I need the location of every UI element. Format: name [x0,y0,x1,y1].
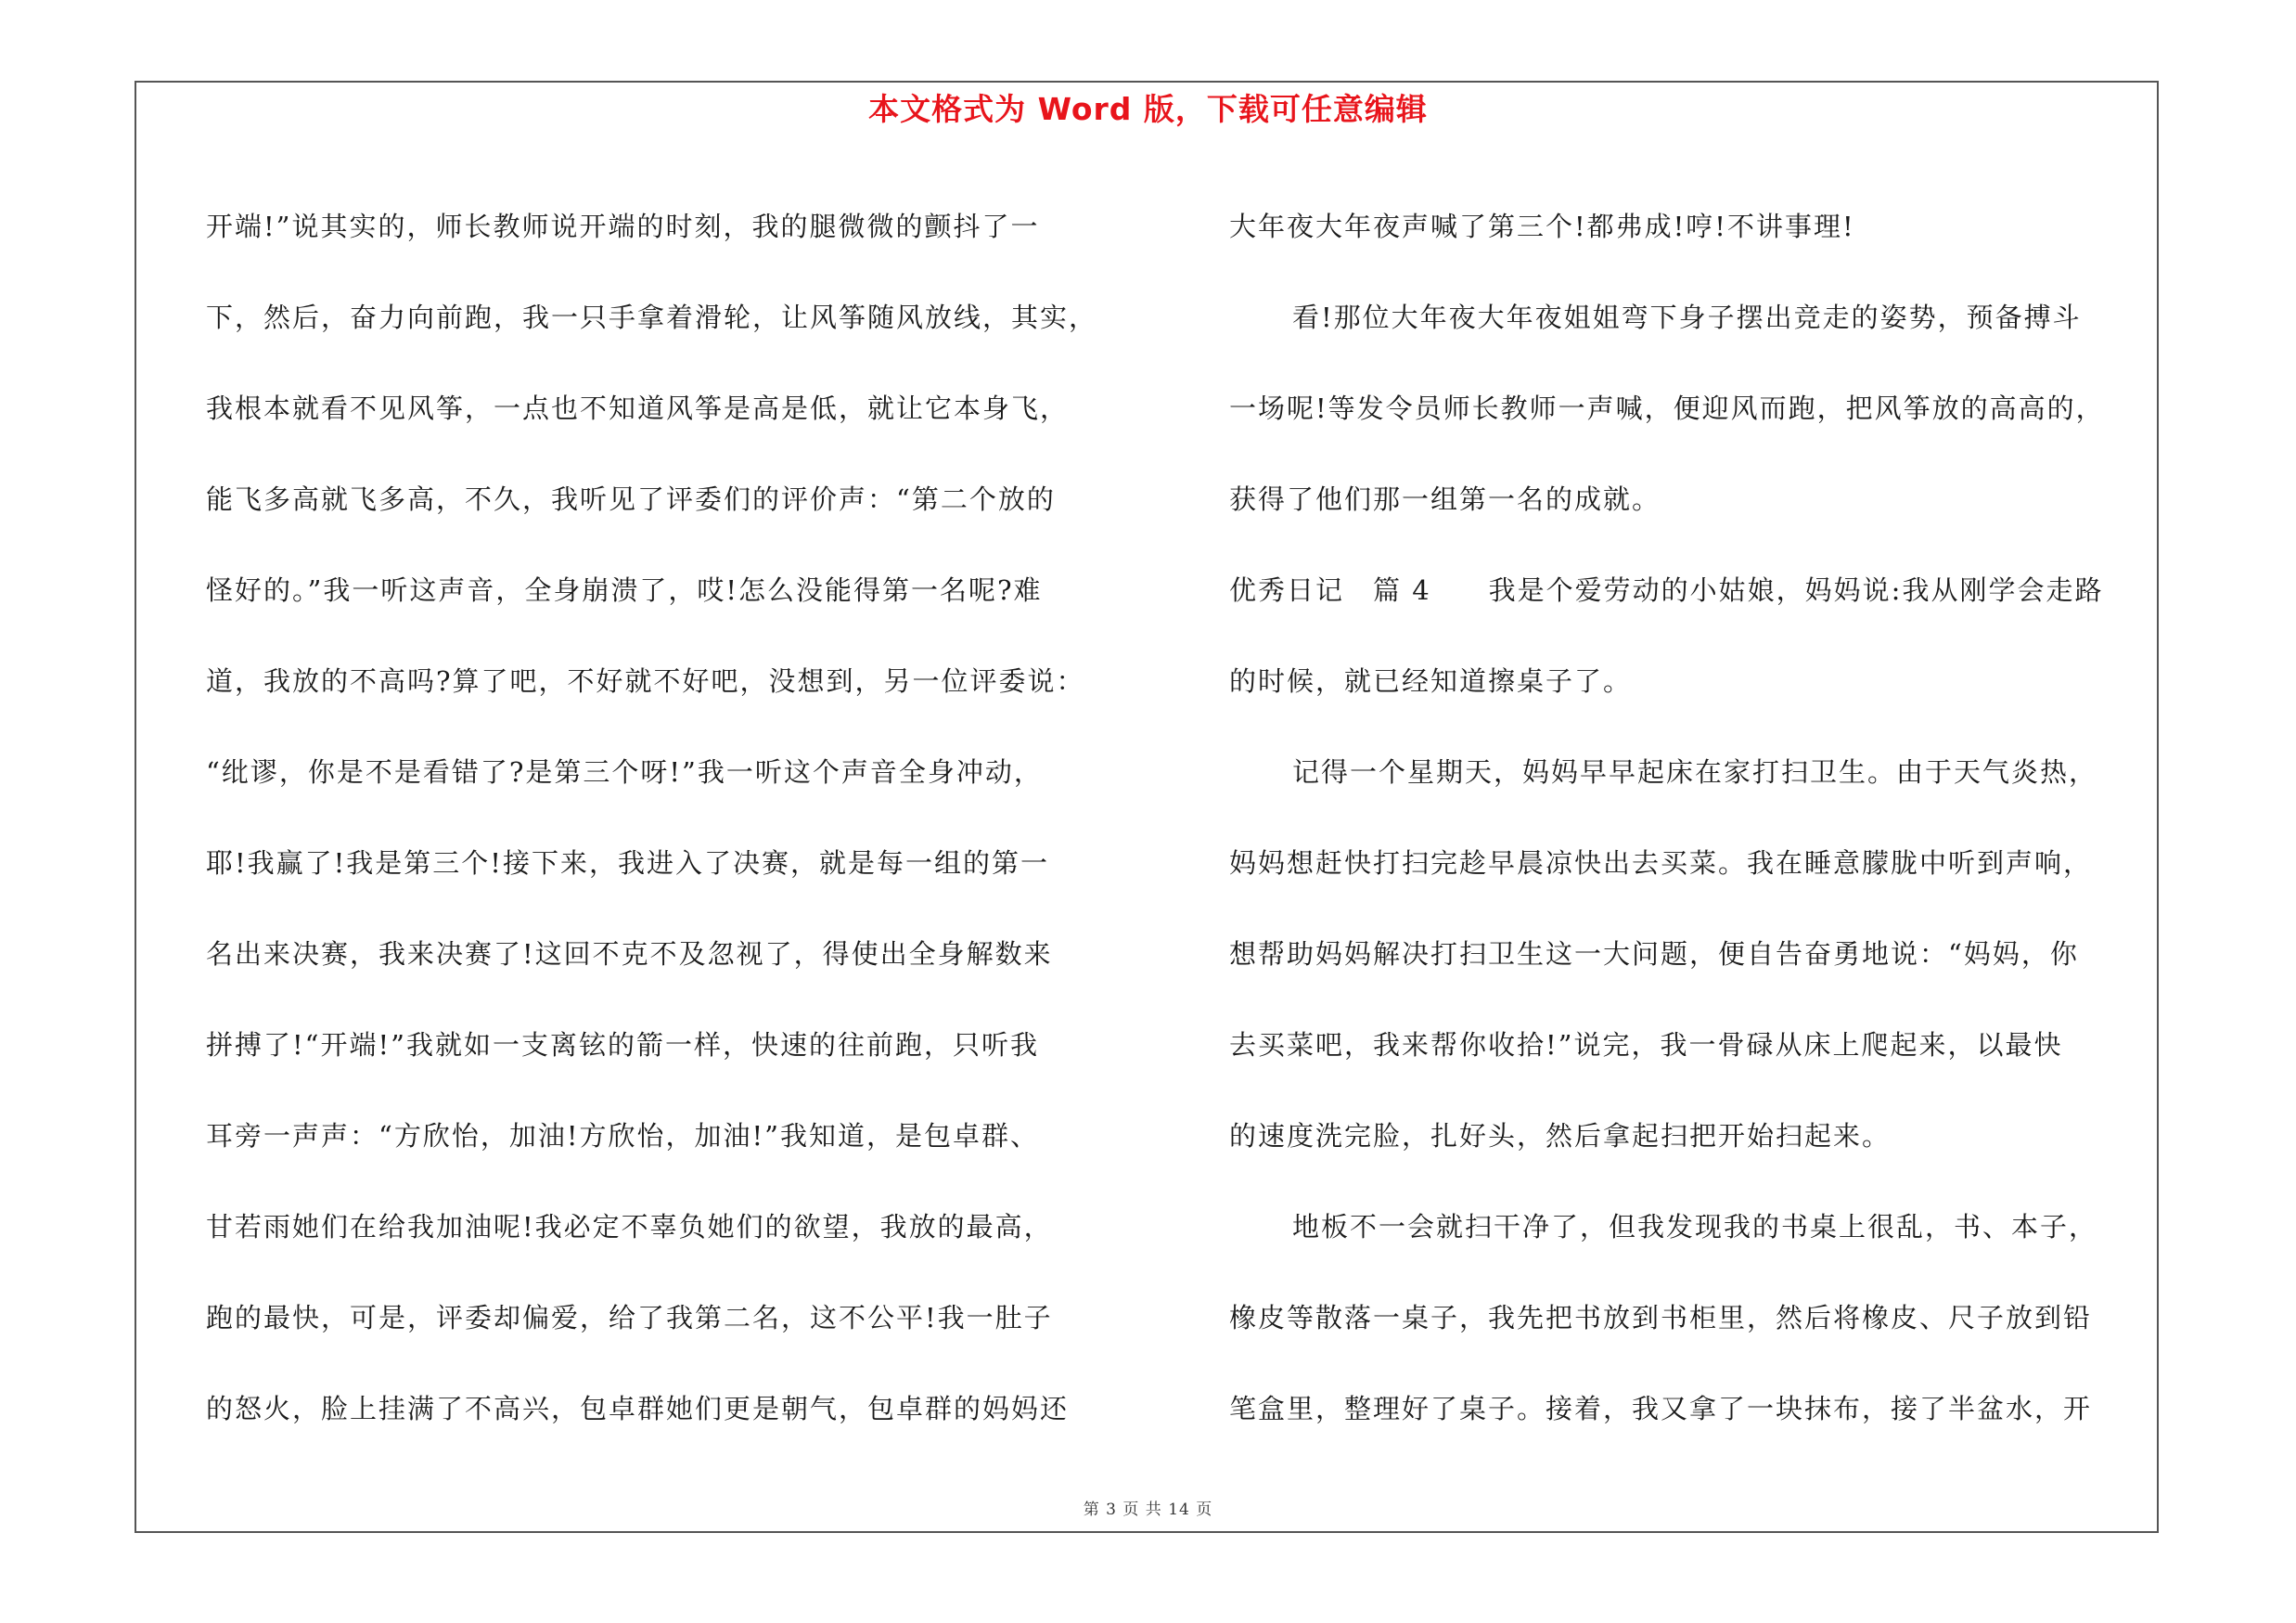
text-line: 去买菜吧，我来帮你收拾!”说完，我一骨碌从床上爬起来，以最快 [1229,1029,2063,1061]
text-line: 大年夜大年夜声喊了第三个!都弗成!哼!不讲事理! [1229,211,1855,242]
text-line: 笔盒里，整理好了桌子。接着，我又拿了一块抹布，接了半盆水，开 [1229,1393,2093,1424]
text-line: 道，我放的不高吗?算了吧，不好就不好吧，没想到，另一位评委说： [206,665,1085,697]
text-line: 开端!”说其实的，师长教师说开端的时刻，我的腿微微的颤抖了一 [206,211,1040,242]
text-line: 想帮助妈妈解决打扫卫生这一大问题，便自告奋勇地说：“妈妈，你 [1229,938,2079,970]
text-line: 名出来决赛，我来决赛了!这回不克不及忽视了，得使出全身解数来 [206,938,1053,970]
text-line: 怪好的。”我一听这声音，全身崩溃了，哎!怎么没能得第一名呢?难 [206,574,1043,606]
text-line: 一场呢!等发令员师长教师一声喊，便迎风而跑，把风筝放的高高的， [1229,393,2105,424]
right-text-column [1229,181,2157,1454]
text-line: 甘若雨她们在给我加油呢!我必定不辜负她们的欲望，我放的最高， [206,1211,1053,1243]
text-line: 耶!我赢了!我是第三个!接下来，我进入了决赛，就是每一组的第一 [206,847,1049,879]
text-line: 橡皮等散落一桌子，我先把书放到书柜里，然后将橡皮、尺子放到铅 [1229,1302,2093,1333]
text-line: 获得了他们那一组第一名的成就。 [1229,483,1661,515]
text-line: 下，然后，奋力向前跑，我一只手拿着滑轮，让风筝随风放线，其实， [206,302,1098,333]
text-line: 的时候，就已经知道擦桌子了。 [1229,665,1633,697]
text-line: 耳旁一声声：“方欣怡，加油!方欣怡，加油!”我知道，是包卓群、 [206,1120,1039,1152]
text-line: 能飞多高就飞多高，不久，我听见了评委们的评价声：“第二个放的 [206,483,1056,515]
paragraph-start-line: 地板不一会就扫干净了，但我发现我的书桌上很乱，书、本子， [1292,1211,2098,1243]
text-line: 的怒火，脸上挂满了不高兴，包卓群她们更是朝气，包卓群的妈妈还 [206,1393,1070,1424]
text-line: 跑的最快，可是，评委却偏爱，给了我第二名，这不公平!我一肚子 [206,1302,1053,1333]
format-notice-banner: 本文格式为 Word 版，下载可任意编辑 [868,91,1428,127]
diary-entry-heading-line: 优秀日记 篇 4 我是个爱劳动的小姑娘，妈妈说:我从刚学会走路 [1229,574,2104,606]
text-line: 妈妈想赶快打扫完趁早晨凉快出去买菜。我在睡意朦胧中听到声响， [1229,847,2093,879]
text-line: 拼搏了!“开端!”我就如一支离铉的箭一样，快速的往前跑，只听我 [206,1029,1039,1061]
text-line: “纰谬，你是不是看错了?是第三个呀!”我一听这个声音全身冲动， [206,756,1043,788]
left-text-column [206,181,1143,1454]
paragraph-start-line: 看!那位大年夜大年夜姐姐弯下身子摆出竞走的姿势，预备搏斗 [1292,302,2082,333]
paragraph-start-line: 记得一个星期天，妈妈早早起床在家打扫卫生。由于天气炎热， [1292,756,2098,788]
text-line: 的速度洗完脸，扎好头，然后拿起扫把开始扫起来。 [1229,1120,1892,1152]
text-line: 我根本就看不见风筝，一点也不知道风筝是高是低，就让它本身飞， [206,393,1070,424]
page-number-footer: 第 3 页 共 14 页 [1083,1501,1213,1519]
